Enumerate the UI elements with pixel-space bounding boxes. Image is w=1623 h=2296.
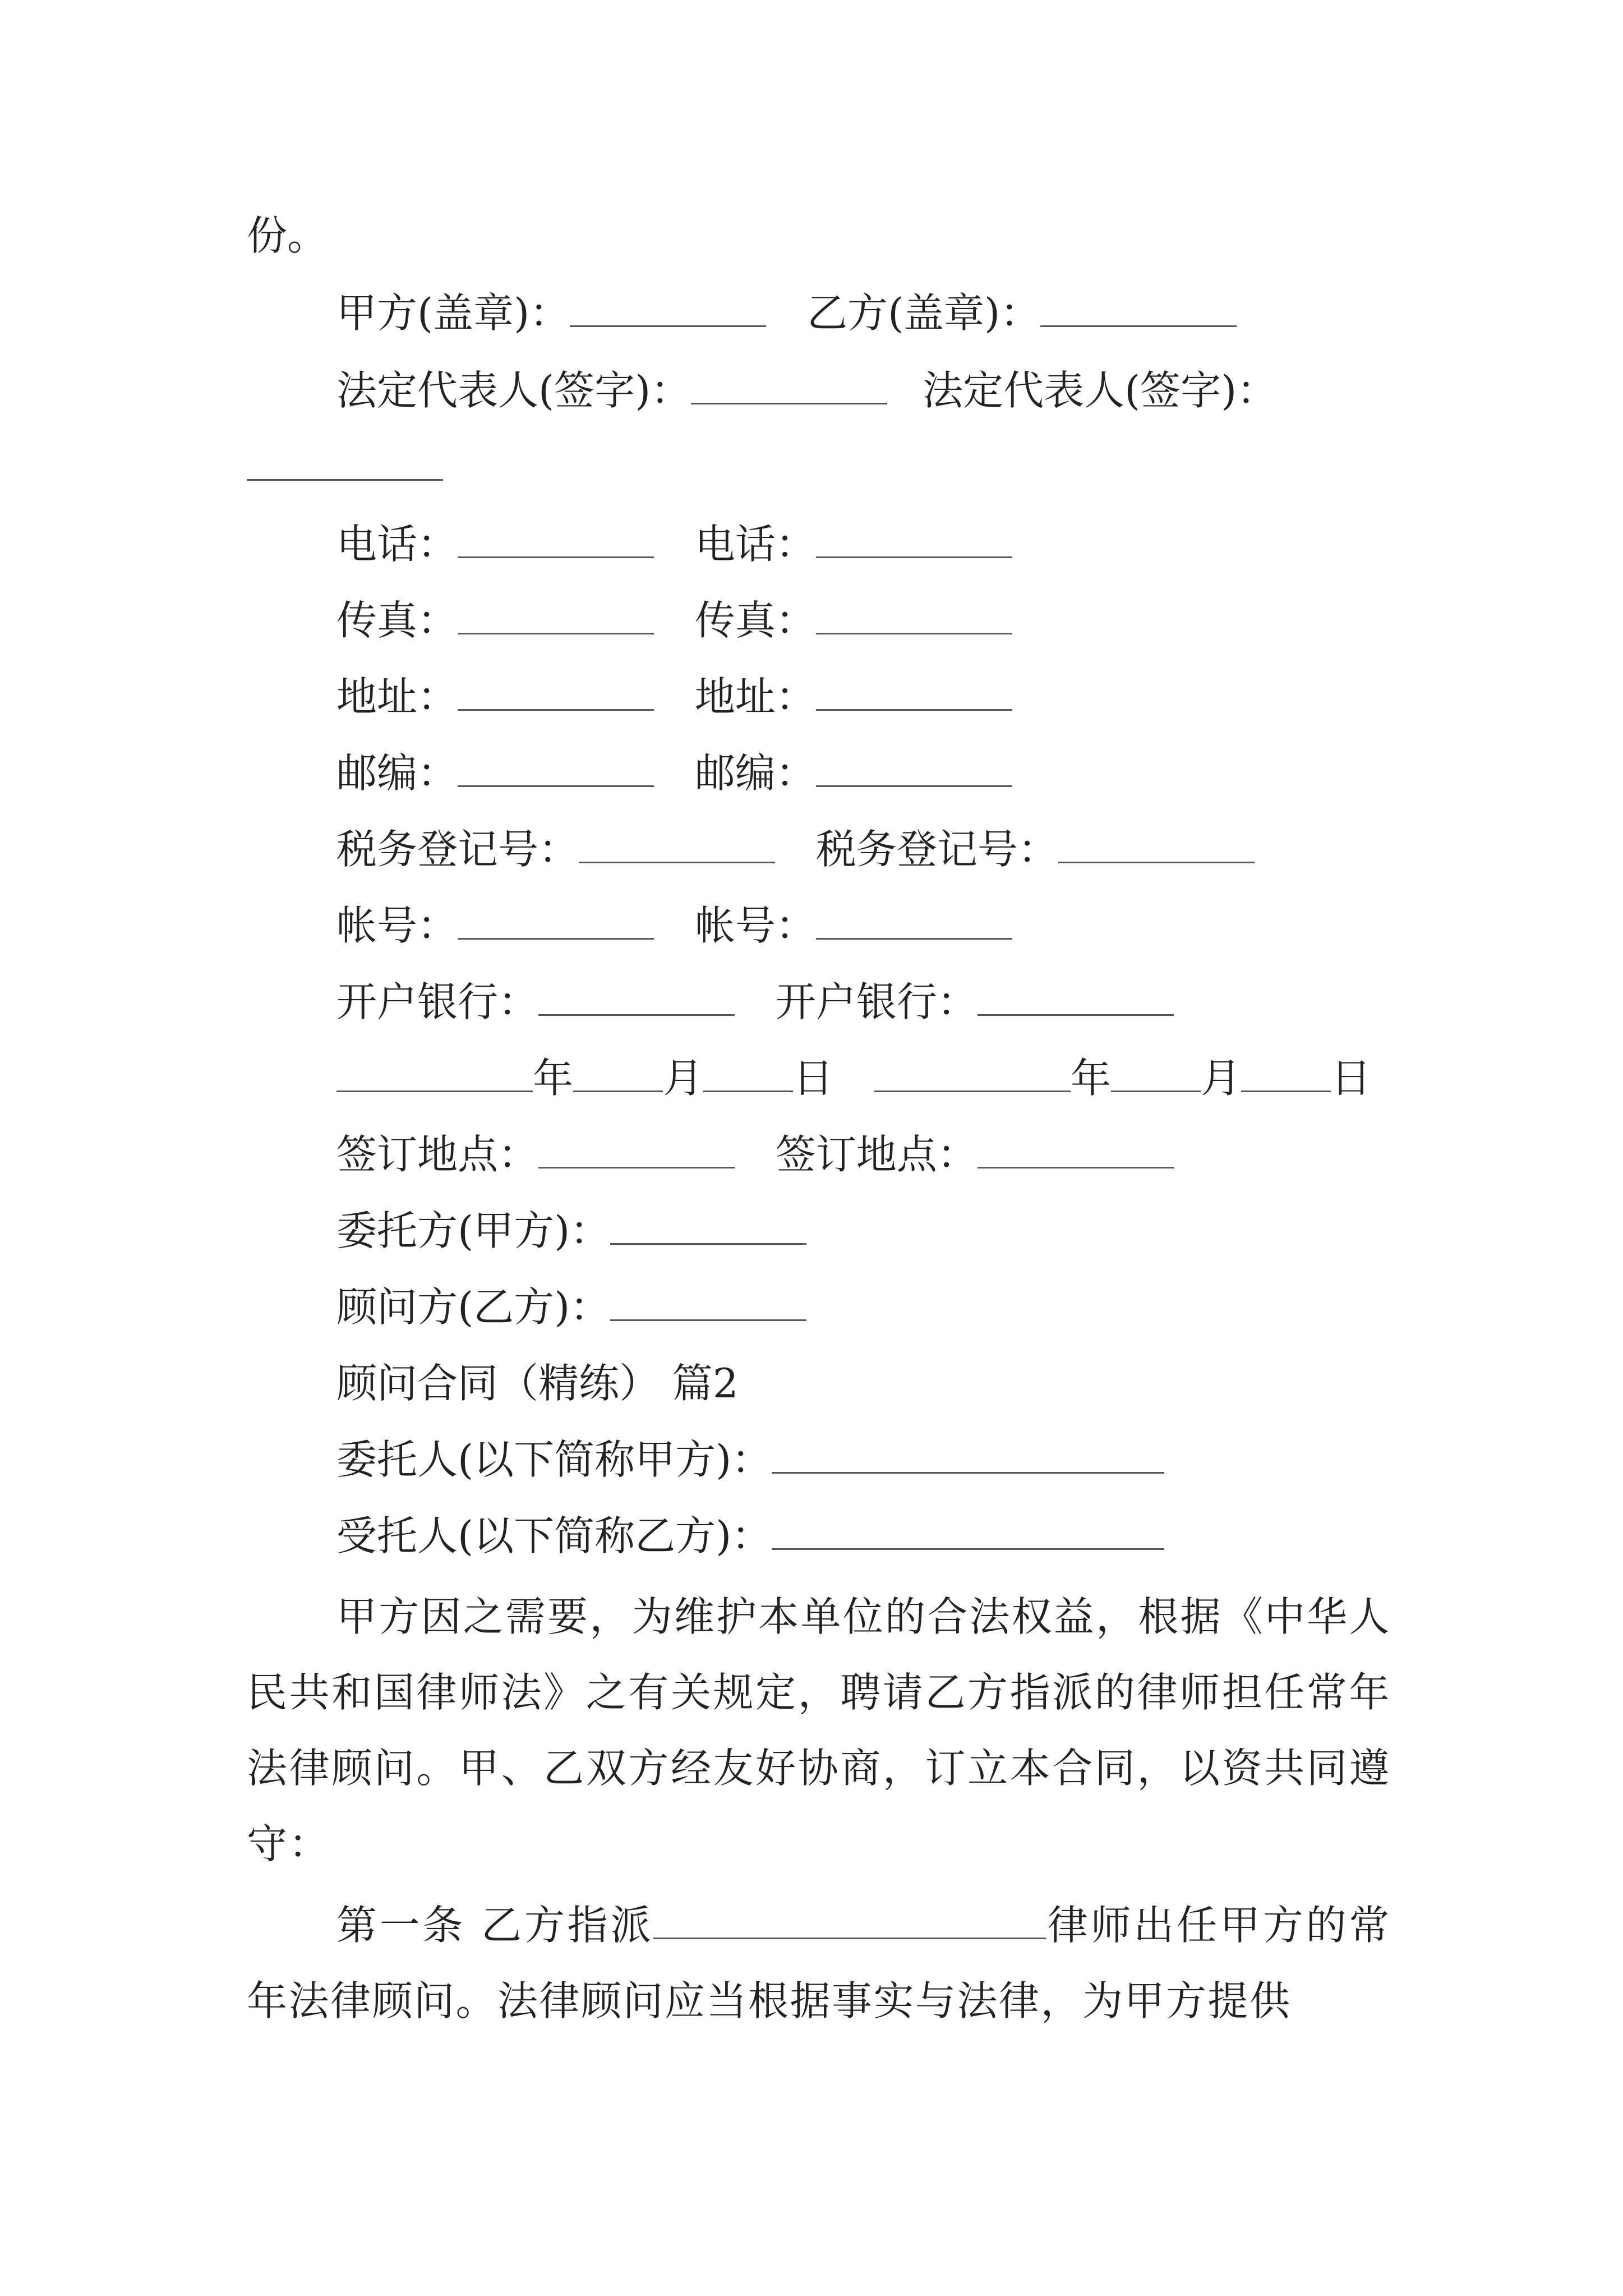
party-b-phone-label: 电话：: [694, 521, 816, 568]
party-a-fax-label: 传真：: [336, 597, 458, 644]
party-b-day-label: 日: [1330, 1055, 1371, 1102]
client-blank: [610, 1243, 806, 1245]
line-fax: [336, 592, 1012, 648]
assigned-lawyer-blank: [653, 1937, 1046, 1939]
party-b-tax-id-label: 税务登记号：: [815, 826, 1058, 873]
section-title: 顾问合同（精练） 篇2: [336, 1360, 739, 1407]
agent-blank: [772, 1548, 1164, 1550]
party-b-address-blank: [816, 708, 1012, 711]
party-a-day-label: 日: [793, 1055, 834, 1102]
line-account: [336, 898, 1012, 954]
party-a-tax-id-label: 税务登记号：: [336, 826, 579, 873]
line-fen: [247, 208, 328, 264]
party-a-bank-blank: [538, 1014, 735, 1016]
party-b-postcode-blank: [816, 785, 1012, 787]
party-a-month-label: 月: [663, 1055, 704, 1102]
principal-label: 委托人(以下简称甲方)：: [336, 1436, 772, 1483]
line-legal-rep: [336, 362, 1277, 418]
paragraph-article-1: [247, 1888, 1391, 2039]
consultant-label: 顾问方(乙方)：: [336, 1283, 611, 1331]
party-a-phone-blank: [458, 556, 654, 558]
agent-label: 受托人(以下简称乙方)：: [336, 1512, 772, 1559]
section-heading: [336, 1355, 739, 1411]
party-b-month-label: 月: [1200, 1055, 1241, 1102]
party-b-signing-place-blank: [978, 1166, 1174, 1168]
line-consultant: [336, 1279, 806, 1335]
party-b-fax-blank: [816, 632, 1012, 634]
party-b-account-blank: [816, 937, 1012, 940]
party-a-address-label: 地址：: [336, 673, 458, 720]
party-a-account-blank: [458, 937, 654, 940]
party-a-tax-id-blank: [579, 861, 775, 863]
party-b-signing-place-label: 签订地点：: [775, 1131, 978, 1178]
line-agent: [336, 1508, 1164, 1564]
party-a-postcode-blank: [458, 785, 654, 787]
paragraph-preamble: [247, 1579, 1391, 1882]
party-a-fax-blank: [458, 632, 654, 634]
party-b-bank-blank: [978, 1014, 1174, 1016]
party-b-seal-blank: [1040, 325, 1237, 327]
party-a-year-label: 年: [533, 1055, 574, 1102]
party-b-address-label: 地址：: [694, 673, 816, 720]
line-postcode: [336, 745, 1012, 801]
principal-blank: [772, 1471, 1164, 1474]
party-b-fax-label: 传真：: [694, 597, 816, 644]
party-b-year-label: 年: [1070, 1055, 1111, 1102]
party-b-legal-rep-label: 法定代表人(签字)：: [923, 367, 1278, 414]
line-bank: [336, 974, 1174, 1030]
article-1-text: 律师出任甲方的常年法律顾问。法律顾问应当根据事实与法律，为甲方提供: [247, 1902, 1391, 2024]
party-a-address-blank: [458, 708, 654, 711]
line-address: [336, 669, 1012, 725]
line-signing-place: [336, 1126, 1174, 1182]
party-b-phone-blank: [816, 556, 1012, 558]
party-a-bank-label: 开户银行：: [336, 978, 539, 1025]
line-phone: [336, 516, 1012, 572]
party-a-signing-place-label: 签订地点：: [336, 1131, 539, 1178]
party-a-date-month-blank: [573, 1090, 663, 1092]
line-date: [336, 1050, 1371, 1106]
line-principal: [336, 1432, 1164, 1488]
party-b-seal-label: 乙方(盖章)：: [807, 289, 1041, 337]
preamble-text: 甲方因之需要，为维护本单位的合法权益，根据《中华人民共和国律师法》之有关规定，聘请乙方指派的律师担任常年法律顾问。甲、乙双方经友好协商，订立本合同，以资共同遵守：: [247, 1593, 1391, 1867]
party-a-legal-rep-label: 法定代表人(签字)：: [336, 367, 691, 414]
line-seal: [336, 285, 1237, 341]
party-a-account-label: 帐号：: [336, 902, 458, 949]
party-b-bank-label: 开户银行：: [775, 978, 978, 1025]
party-b-tax-id-blank: [1058, 861, 1255, 863]
line-legal-rep-cont: [247, 439, 443, 495]
party-b-date-month-blank: [1111, 1090, 1201, 1092]
party-a-legal-rep-blank: [691, 402, 887, 404]
party-b-legal-rep-blank: [247, 478, 443, 481]
client-label: 委托方(甲方)：: [336, 1207, 611, 1254]
party-a-seal-blank: [570, 325, 766, 327]
line-client: [336, 1203, 806, 1259]
article-1-lead: 第一条 乙方指派: [336, 1902, 654, 1949]
party-b-account-label: 帐号：: [694, 902, 816, 949]
party-b-date-day-blank: [1241, 1090, 1331, 1092]
party-a-postcode-label: 邮编：: [336, 749, 458, 797]
party-a-seal-label: 甲方(盖章)：: [336, 289, 570, 337]
text-fen: 份。: [247, 212, 328, 259]
party-a-phone-label: 电话：: [336, 521, 458, 568]
party-b-postcode-label: 邮编：: [694, 749, 816, 797]
line-tax-id: [336, 821, 1255, 877]
party-a-date-day-blank: [703, 1090, 793, 1092]
consultant-blank: [610, 1319, 806, 1321]
party-b-date-year-blank: [874, 1090, 1071, 1092]
party-a-date-year-blank: [336, 1090, 533, 1092]
party-a-signing-place-blank: [538, 1166, 735, 1168]
